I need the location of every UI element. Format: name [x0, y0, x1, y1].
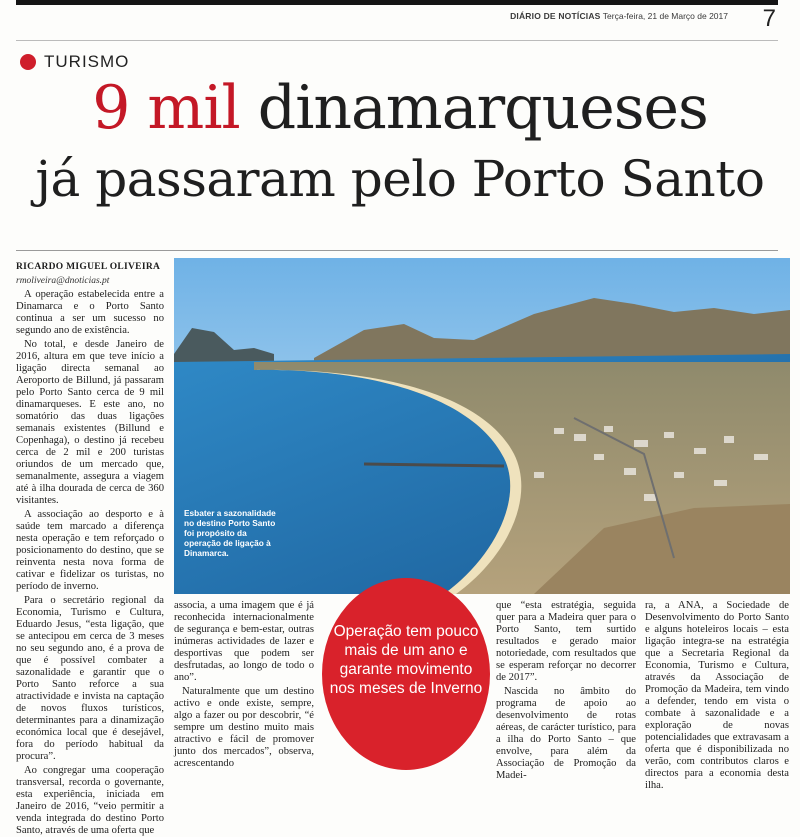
header-divider: [16, 40, 778, 41]
paragraph: Naturalmente que um destino activo e onde existe, sempre, algo a fazer ou por descobrir, “é sempre um destino muito mais atractivo e fácil de promover junto dos mercados”, observa, acrescentando: [174, 686, 314, 769]
headline-main: dinamarqueses: [257, 73, 708, 143]
paragraph: que “esta estratégia, seguida quer para a Madeira quer para o Porto Santo, tem surtido resultados e gerado maior notoriedade, com resultados que se esperam reforçar no decorrer de 2017”.: [496, 600, 636, 683]
article-column-3: [496, 600, 636, 781]
issue-date: Terça-feira, 21 de Março de 2017: [602, 11, 728, 21]
headline-highlight: 9 mil: [92, 73, 240, 143]
paragraph: A operação estabelecida entre a Dinamarca e o Porto Santo continua a ser um sucesso no segundo ano de existência.: [16, 289, 164, 336]
article-column-1: [16, 289, 164, 836]
paragraph: Nascida no âmbito do programa de apoio ao desenvolvimento de rotas aéreas, de carácter turístico, para a ilha do Porto Santo – que envolve, para além da Associação de Promoção da Madei-: [496, 686, 636, 781]
author-email: rmoliveira@dnoticias.pt: [16, 276, 110, 286]
article-column-4: [645, 600, 789, 791]
paragraph: Ao congregar uma cooperação transversal, recorda o governante, esta experiência, iniciada em Janeiro de 2016, “veio permitir a venda integrada do destino Porto Santo, através de uma oferta que: [16, 765, 164, 836]
paragraph: A associação ao desporto e à saúde tem marcado a diferença nesta operação e tem reforçado o posicionamento do destino, que se reinventa nesta nova forma de cativar e fidelizar os turistas, no período de inverno.: [16, 509, 164, 592]
headline-line-1: [0, 73, 800, 143]
photo-caption: Esbater a sazonalidade no destino Porto Santo foi propósito da operação de ligação à Dinamarca.: [184, 508, 276, 558]
paragraph: Para o secretário regional da Economia, Turismo e Cultura, Eduardo Jesus, “esta ligação, que se antecipou em cerca de 3 meses no seu segundo ano, é a prova de que é possível combater a sazonalidade e garantir que o Porto Santo reforce a sua atractividade e invista na captação de novos fluxos turísticos, determinantes para a dinamização económica local que é desejável, fora do período habitual da procura”.: [16, 595, 164, 762]
headline-line-2: já passaram pelo Porto Santo: [35, 150, 765, 208]
publication-name: DIÁRIO DE NOTÍCIAS: [510, 11, 601, 21]
pull-quote-text: Operação tem pouco mais de um ano e garante movimento nos meses de Inverno: [329, 623, 483, 697]
article-column-2: [174, 600, 314, 769]
headline: [0, 73, 800, 208]
page-number: 7: [762, 5, 776, 32]
top-rule: [16, 0, 778, 5]
section-label: TURISMO: [44, 52, 130, 71]
paragraph: associa, a uma imagem que é já reconhecida internacionalmente de segurança e bem-estar, outras inúmeras actividades de lazer e desportivas que podem ser desfrutadas, ao longo de todo o ano”.: [174, 600, 314, 683]
paragraph: No total, e desde Janeiro de 2016, altura em que teve início a ligação directa semanal ao Aeroporto de Billund, já passaram pelo Porto Santo cerca de 9 mil dinamarqueses. E este ano, no somatório das duas ligações semanais existentes (Billund e Copenhaga), o destino já recebeu cerca de 2 mil e 200 turistas oriundos de um mercado que, semanalmente, assegura a viagem até à ilha dourada de cerca de 360 visitantes.: [16, 339, 164, 506]
masthead: [510, 11, 728, 21]
paragraph: ra, a ANA, a Sociedade de Desenvolvimento do Porto Santo e alguns hoteleiros locais – esta ligação integra-se na estratégia que a Secretaria Regional da Economia, Turismo e Cultura, através da Associação de Promoção da Madeira, tem vindo a defender, tendo em vista o combate à sazonalidade e a exploração de novas potencialidades que extravasam a oferta que é disponibilizada no verão, com contributos claros e directos para a economia desta ilha.: [645, 600, 789, 791]
section-tag: [20, 52, 129, 72]
section-dot-icon: [20, 54, 36, 70]
author-byline: RICARDO MIGUEL OLIVEIRA: [16, 262, 161, 272]
headline-divider: [16, 250, 778, 251]
